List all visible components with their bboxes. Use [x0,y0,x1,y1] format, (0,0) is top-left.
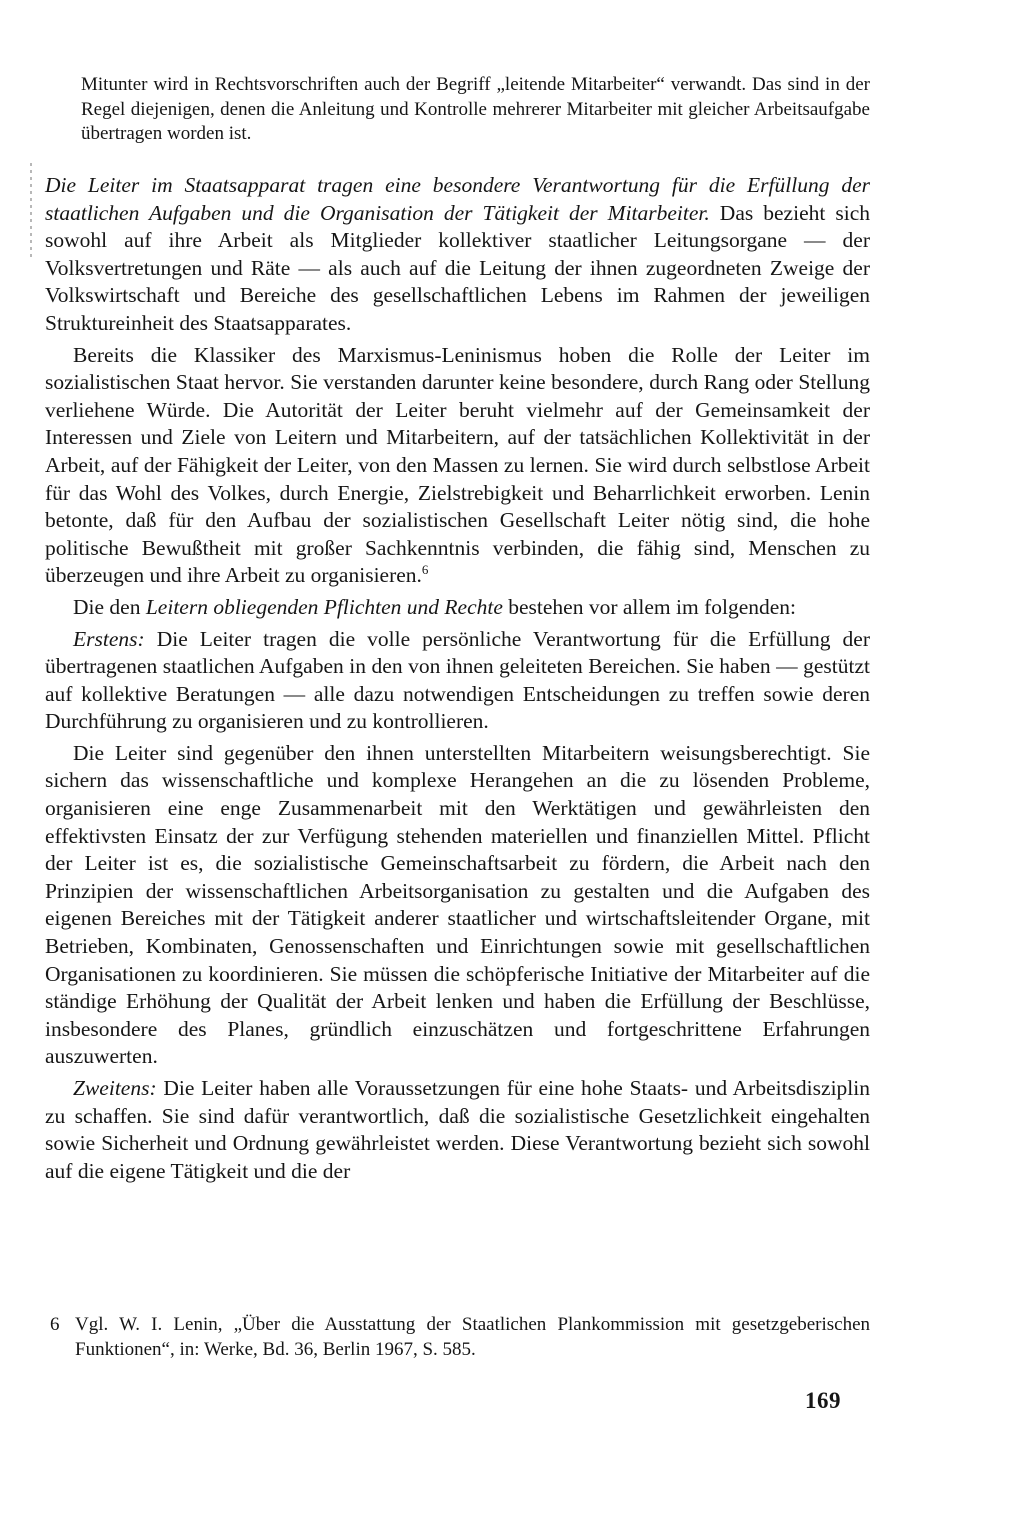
emphasis-text: Die Leiter im Staatsapparat tragen eine besondere Verantwortung für die Erfüllung der staatlichen Aufgaben und die Organisation der Tätigkeit der Mitarbeiter. [45,173,870,225]
emphasis-text: Leitern obliegenden Pflichten und Rechte [145,594,503,619]
paragraph-leaders-responsibility: Die Leiter im Staatsapparat tragen eine besondere Verantwortung für die Erfüllung der staatlichen Aufgaben und die Organisation der Tätigkeit der Mitarbeiter. Das bezieht sich sowohl auf ihre Arbeit als Mitglieder kollektiver staatlicher Leitungsorgane — der Volksvertretungen und Räte — als auch auf die Leitung der ihnen zugeordneten Zweige der Volkswirtschaft und Bereiche des gesellschaftlichen Lebens im Rahmen der jeweiligen Struktureinheit des Staatsapparates. [45,173,870,335]
paragraph-first-duty: Erstens: Die Leiter tragen die volle persönliche Verantwortung für die Erfüllung der übertragenen staatlichen Aufgaben in den von ihnen geleiteten Bereichen. Sie haben — gestützt auf kollektive Beratungen — alle dazu notwendigen Entscheidungen zu treffen sowie deren Durchführung zu organisieren und zu kontrollieren. [45,626,870,734]
footnote [45,1313,870,1362]
enumeration-label: Erstens: [73,626,145,651]
footnote-reference: 6 [421,562,429,578]
footnote-number: 6 [50,1314,60,1335]
intro-note [45,73,870,147]
paragraph-classics: Bereits die Klassiker des Marxismus-Leninismus hoben die Rolle der Leiter im sozialistischen Staat hervor. Sie verstanden darunter keine besondere, durch Rang oder Stellung verliehene Würde. Die Autorität der Leiter beruht vielmehr auf der Gemeinsamkeit der Interessen und Ziele von Leitern und Mitarbeitern, auf der tatsächlichen Kollektivität in der Arbeit, auf der Fähigkeit der Leiter, von den Massen zu lernen. Sie wird durch selbstlose Arbeit für das Wohl des Volkes, durch Energie, Zielstrebigkeit und Beharrlichkeit erworben. Lenin betonte, daß für den Aufbau der sozialistischen Gesellschaft Leiter nötig sind, die hohe politische Bewußtheit mit großer Sachkenntnis verbinden, die fähig sind, Menschen zu überzeugen und ihre Arbeit zu organisieren.$^6$ [45,342,870,588]
paragraph-second-duty: Zweitens: Die Leiter haben alle Voraussetzungen für eine hohe Staats- und Arbeitsdisziplin zu schaffen. Sie sind dafür verantwortlich, daß die sozialistische Gesetzlichkeit eingehalten sowie Sicherheit und Ordnung gewährleistet werden. Diese Verantwortung bezieht sich sowohl auf die eigene Tätigkeit und die der [45,1076,870,1183]
footnote-text: Vgl. W. I. Lenin, „Über die Ausstattung der Staatlichen Plankommission mit gesetzgeberischen Funktionen“, in: Werke, Bd. 36, Berlin 1967, S. 585. [75,1314,870,1360]
margin-pencil-mark [30,163,32,258]
enumeration-label: Zweitens: [73,1076,157,1100]
page-number: 169 [805,1388,841,1413]
intro-note-text: Mitunter wird in Rechtsvorschriften auch der Begriff „leitende Mitarbeiter“ verwandt. Das sind in der Regel diejenigen, denen die Anleitung und Kontrolle mehrerer Mitarbeiter mit gleicher Arbeitsaufgabe übertragen worden ist. [81,74,870,144]
main-text [45,172,870,1185]
paragraph-authority: Die Leiter sind gegenüber den ihnen unterstellten Mitarbeitern weisungsberechtigt. Sie sichern das wissenschaftliche und komplexe Herangehen an die zu lösenden Probleme, organisieren eine enge Zusammenarbeit mit den Werktätigen und gewährleisten den effektivsten Einsatz der zur Verfügung stehenden materiellen und finanziellen Mittel. Pflicht der Leiter ist es, die sozialistische Gemeinschaftsarbeit zu fördern, die Arbeit nach den Prinzipien der wissenschaftlichen Arbeitsorganisation zu gestalten und die Aufgaben des eigenen Bereiches mit der Tätigkeit anderer staatlicher und wirtschaftsleitender Organe, mit Betrieben, Kombinaten, Genossenschaften und Einrichtungen sowie mit gesellschaftlichen Organisationen zu koordinieren. Sie müssen die schöpferische Initiative der Mitarbeiter auf die ständige Erhöhung der Qualität der Arbeit lenken und haben die Erfüllung der Beschlüsse, insbesondere des Planes, gründlich einzuschätzen und fortgeschrittene Erfahrungen auszuwerten. [45,740,870,1069]
paragraph-duties-intro: Die den Leitern obliegenden Pflichten und Rechte bestehen vor allem im folgenden: [73,594,797,619]
